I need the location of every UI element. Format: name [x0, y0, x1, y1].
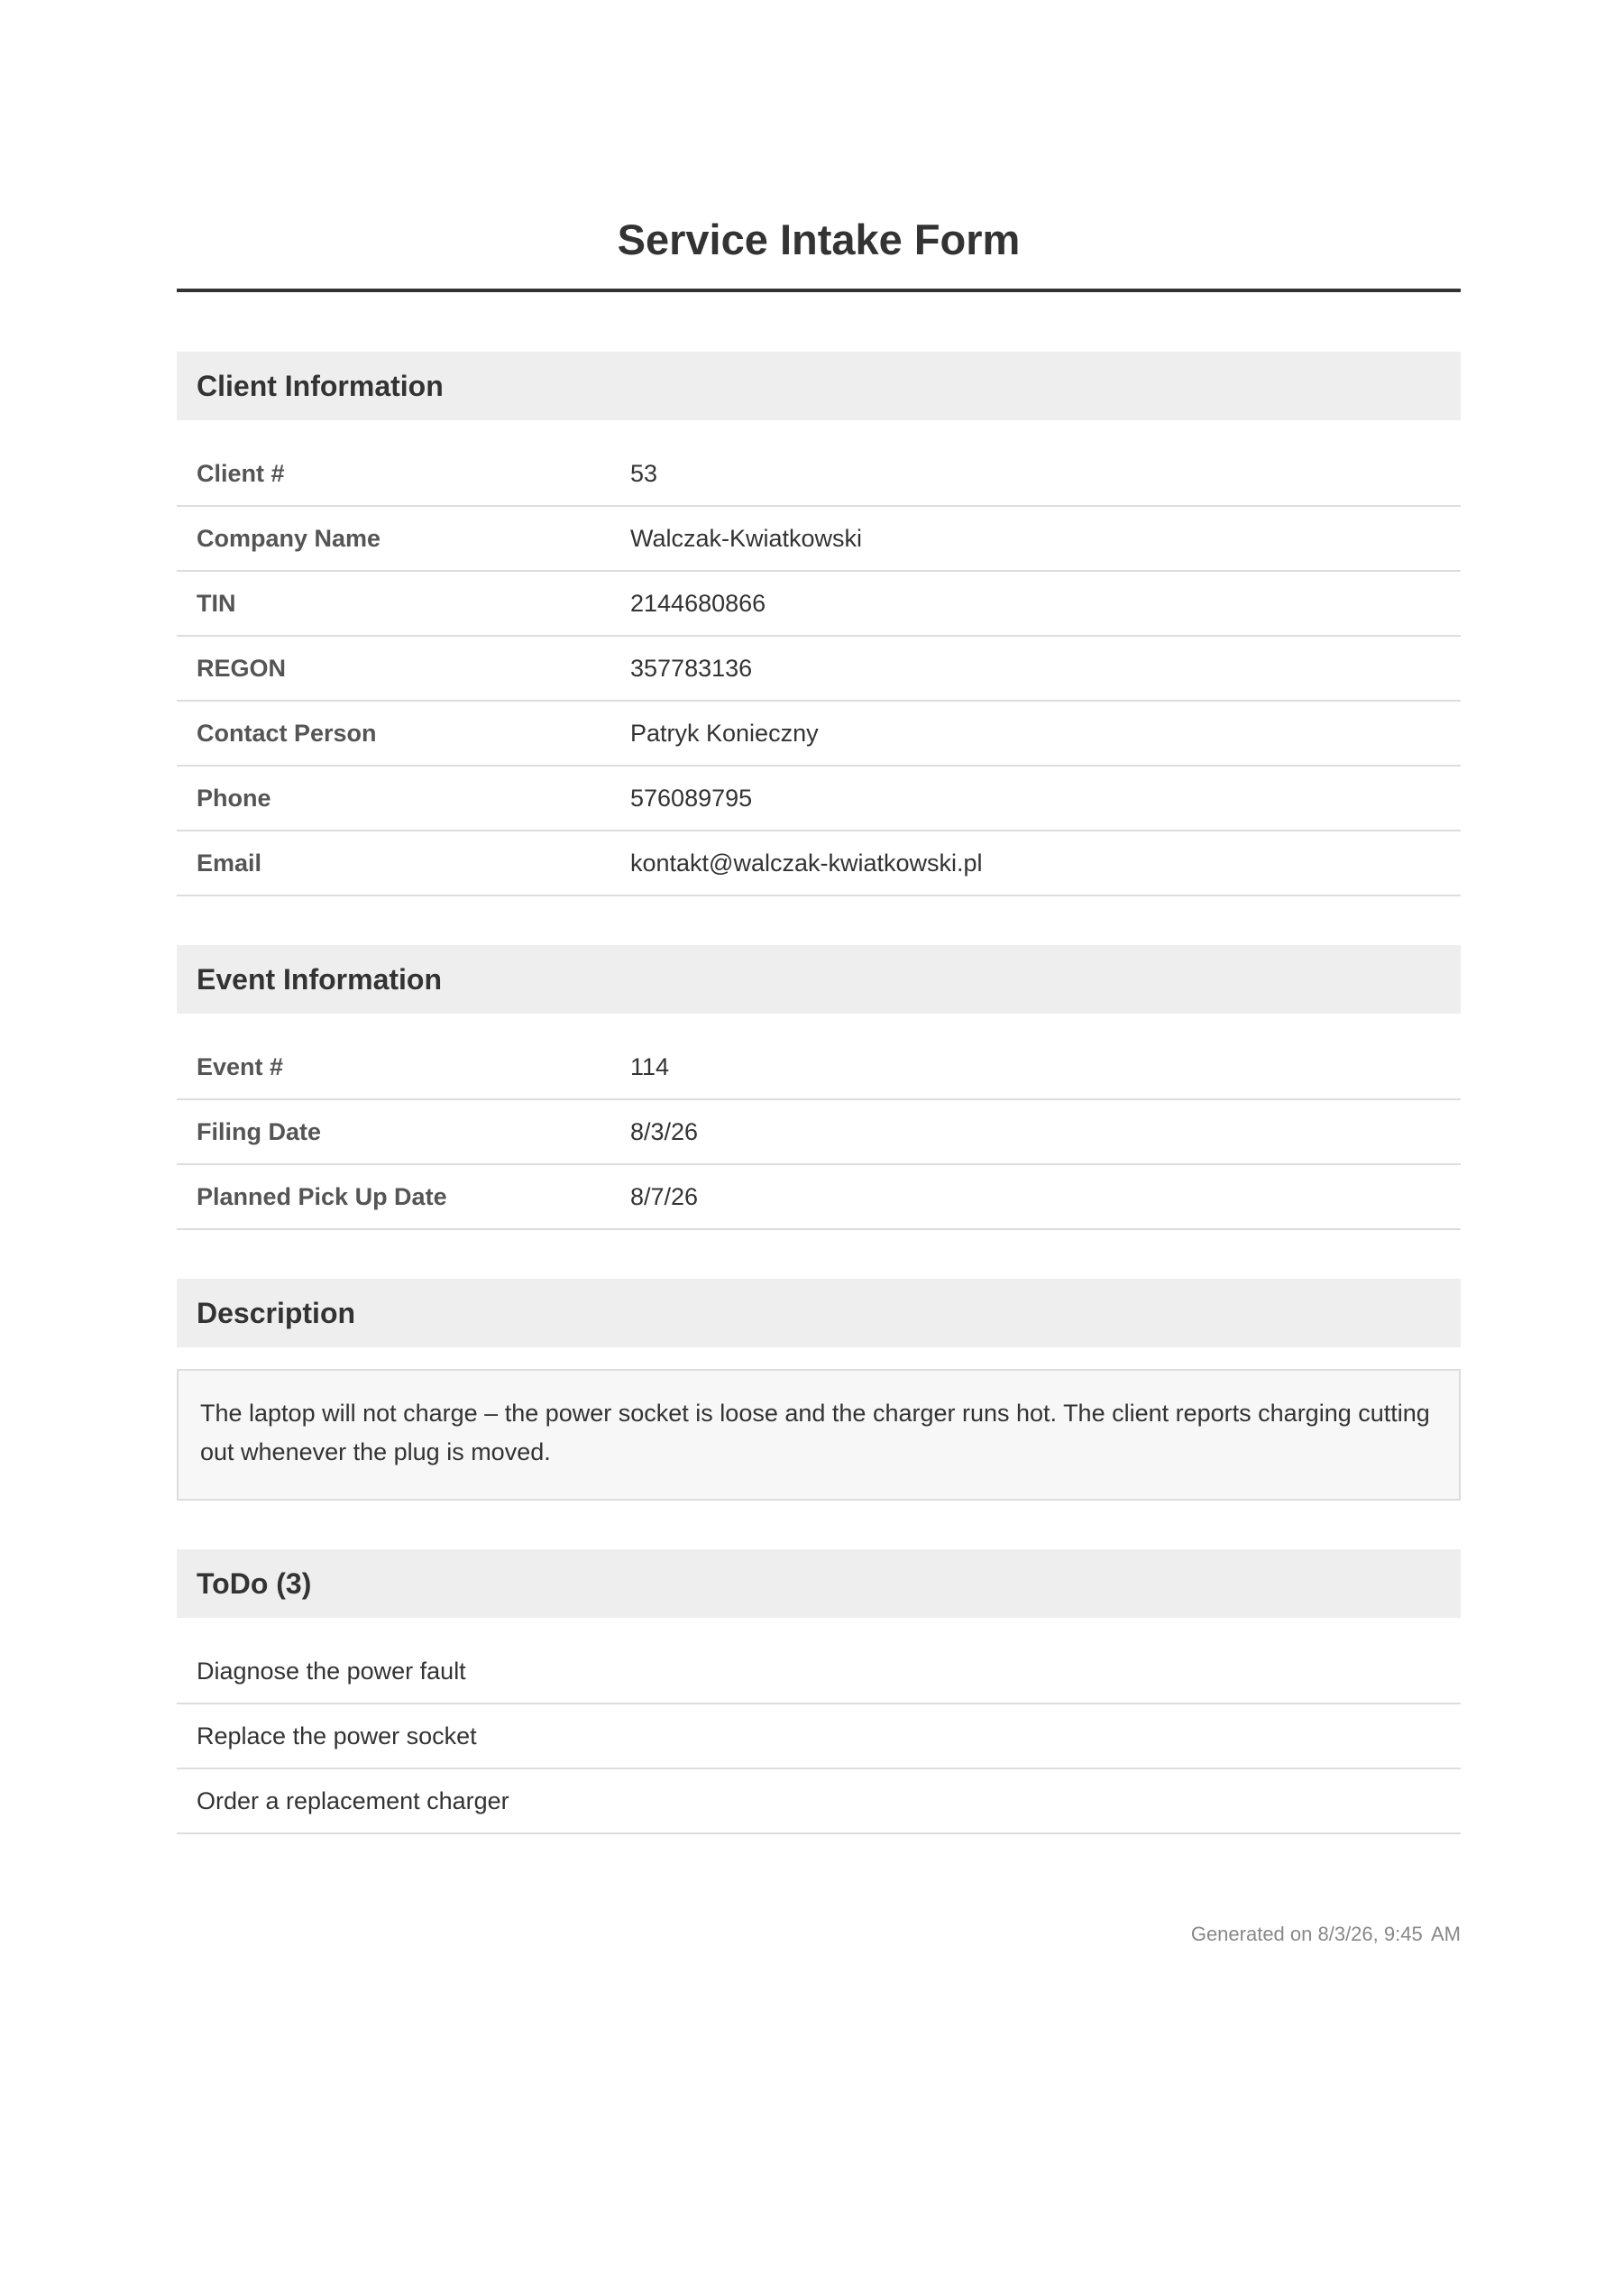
field-label: Company Name	[197, 524, 381, 552]
regon-value: 357783136	[630, 654, 753, 682]
description-heading: Description	[177, 1279, 1461, 1347]
regon-row	[177, 637, 1461, 702]
todo-heading: ToDo (3)	[177, 1549, 1461, 1618]
todo-section	[177, 1549, 1461, 1834]
field-label: REGON	[197, 654, 287, 682]
phone-value: 576089795	[630, 784, 753, 812]
field-label: Email	[197, 849, 262, 877]
page-title: Service Intake Form	[617, 216, 1021, 263]
description-text: The laptop will not charge – the power socket is loose and the charger runs hot. The client reports charging cutting out whenever the plug is moved.	[177, 1369, 1461, 1501]
form-content	[177, 0, 1461, 1834]
client-information-section	[177, 352, 1461, 896]
client-number-value: 53	[630, 459, 658, 487]
todo-item: Diagnose the power fault	[177, 1639, 1461, 1704]
filing-date-row	[177, 1100, 1461, 1165]
tin-value: 2144680866	[630, 589, 766, 617]
company-name-row	[177, 507, 1461, 572]
todo-item: Replace the power socket	[177, 1704, 1461, 1769]
field-label: Client #	[197, 459, 285, 487]
todo-item: Order a replacement charger	[177, 1769, 1461, 1834]
event-information-list	[177, 1035, 1461, 1230]
title-divider	[177, 289, 1461, 292]
field-label: Contact Person	[197, 719, 377, 747]
generated-timestamp: Generated on 8/3/26, 9:45 AM	[1190, 1923, 1461, 1945]
todo-list	[177, 1639, 1461, 1834]
event-number-value: 114	[630, 1052, 670, 1080]
client-information-list	[177, 442, 1461, 896]
field-label: TIN	[197, 589, 236, 617]
client-information-heading: Client Information	[177, 352, 1461, 420]
phone-row	[177, 767, 1461, 831]
tin-row	[177, 572, 1461, 637]
filing-date-value: 8/3/26	[630, 1117, 699, 1145]
event-number-row	[177, 1035, 1461, 1100]
field-label: Phone	[197, 784, 271, 812]
client-number-row	[177, 442, 1461, 507]
email-row	[177, 831, 1461, 896]
planned-pick-up-date-value: 8/7/26	[630, 1182, 699, 1210]
planned-pick-up-date-row	[177, 1165, 1461, 1230]
description-section	[177, 1279, 1461, 1501]
field-label: Planned Pick Up Date	[197, 1182, 447, 1210]
field-label: Event #	[197, 1052, 284, 1080]
event-information-section	[177, 945, 1461, 1230]
company-name-value: Walczak-Kwiatkowski	[630, 524, 863, 552]
field-label: Filing Date	[197, 1117, 322, 1145]
contact-person-row	[177, 702, 1461, 767]
event-information-heading: Event Information	[177, 945, 1461, 1014]
contact-person-value: Patryk Konieczny	[630, 719, 819, 747]
email-value: kontakt@walczak-kwiatkowski.pl	[630, 849, 983, 877]
